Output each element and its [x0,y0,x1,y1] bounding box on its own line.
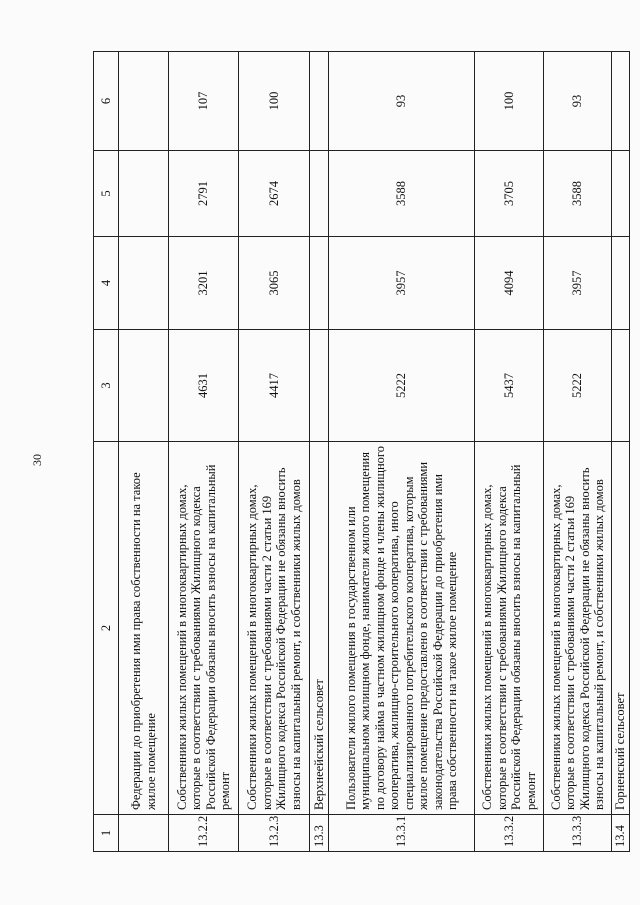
row-number: 13.3.2 [475,815,544,852]
row-value-col5: 2791 [169,151,239,237]
table-row [310,52,329,852]
row-value-col3: 4417 [239,330,310,442]
row-value-col5 [119,151,169,237]
row-value-col4 [612,237,630,330]
row-description: Горненский сельсовет [612,442,630,815]
row-number: 13.3 [310,815,329,852]
row-value-col4 [310,237,329,330]
header-col-1: 1 [94,815,119,852]
row-value-col4: 3957 [544,237,612,330]
tariff-table [93,51,630,852]
row-value-col3: 5222 [544,330,612,442]
row-value-col5 [612,151,630,237]
table-row [475,52,544,852]
row-value-col4 [119,237,169,330]
row-value-col3 [612,330,630,442]
header-col-4: 4 [94,237,119,330]
table-row [329,52,475,852]
row-number: 13.3.3 [544,815,612,852]
row-description: Собственники жилых помещений в многоквартирных домах, которые в соответствии с требованиями Жилищного кодекса Российской Федерации обязаны вносить взносы на капитальный ремонт [169,442,239,815]
row-description: Собственники жилых помещений в многоквартирных домах, которые в соответствии с требованиями части 2 статьи 169 Жилищного кодекса Российской Федерации не обязаны вносить взносы на капитальный ремонт, и собственники жилых домов [544,442,612,815]
row-description: Федерации до приобретения ими права собственности на такое жилое помещение [119,442,169,815]
row-value-col6 [119,52,169,151]
row-value-col4: 3201 [169,237,239,330]
row-number [119,815,169,852]
row-description: Собственники жилых помещений в многоквартирных домах, которые в соответствии с требованиями Жилищного кодекса Российской Федерации обязаны вносить взносы на капитальный ремонт [475,442,544,815]
table-row [119,52,169,852]
header-col-2: 2 [94,442,119,815]
row-value-col5: 2674 [239,151,310,237]
row-description: Собственники жилых помещений в многоквартирных домах, которые в соответствии с требованиями части 2 статьи 169 Жилищного кодекса Российской Федерации не обязаны вносить взносы на капитальный ремонт, и собственники жилых домов [239,442,310,815]
row-value-col4: 4094 [475,237,544,330]
page-number: 30 [30,454,44,466]
header-col-6: 6 [94,52,119,151]
row-number: 13.4 [612,815,630,852]
row-number: 13.2.3 [239,815,310,852]
row-value-col3: 4631 [169,330,239,442]
row-description: Верхнеейский сельсовет [310,442,329,815]
row-value-col4: 3957 [329,237,475,330]
header-col-5: 5 [94,151,119,237]
table-header-row [94,52,119,852]
table-row [612,52,630,852]
row-value-col5: 3588 [544,151,612,237]
row-value-col6 [310,52,329,151]
row-value-col3: 5437 [475,330,544,442]
row-value-col6: 107 [169,52,239,151]
table-row [544,52,612,852]
row-value-col6: 100 [475,52,544,151]
row-value-col3: 5222 [329,330,475,442]
row-value-col6: 93 [329,52,475,151]
rotated-table-container [93,52,627,852]
row-value-col5: 3705 [475,151,544,237]
row-value-col3 [119,330,169,442]
row-number: 13.3.1 [329,815,475,852]
row-value-col6: 93 [544,52,612,151]
row-number: 13.2.2 [169,815,239,852]
row-description: Пользователи жилого помещения в государственном или муниципальном жилищном фонде, наниматели жилого помещения по договору найма в частном жилищном фонде и члены жилищного кооператива, жилищно-строительного кооператива, иного специализированного потребительского кооператива, которым жилое помещение предоставлено в соответствии с требованиями законодательства Российской Федерации до приобретения ими права собственности на такое жилое помещение [329,442,475,815]
row-value-col5 [310,151,329,237]
row-value-col5: 3588 [329,151,475,237]
row-value-col6 [612,52,630,151]
table-row [169,52,239,852]
row-value-col4: 3065 [239,237,310,330]
row-value-col3 [310,330,329,442]
header-col-3: 3 [94,330,119,442]
table-row [239,52,310,852]
row-value-col6: 100 [239,52,310,151]
